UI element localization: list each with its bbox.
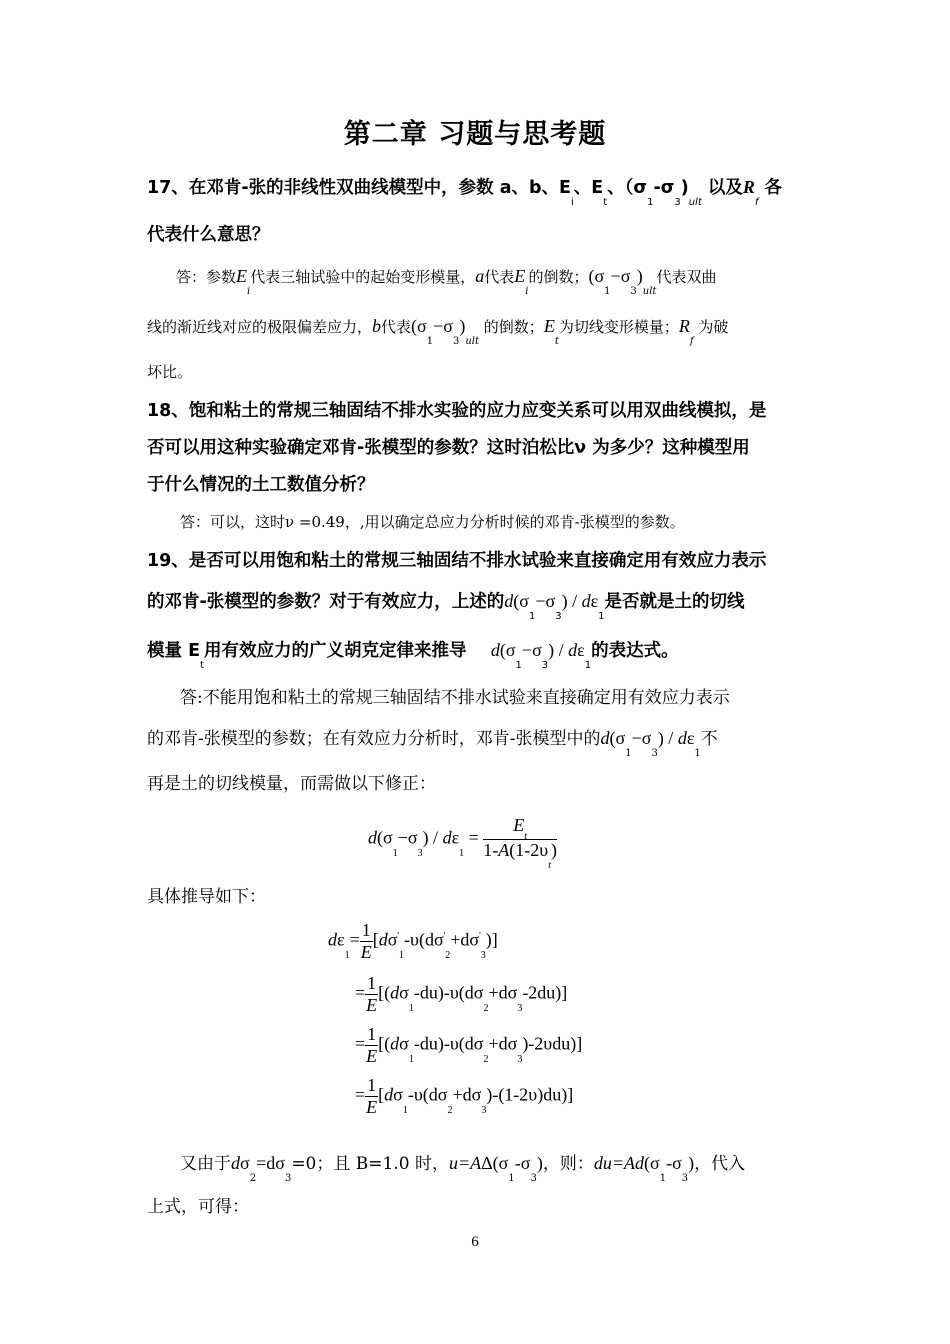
equation-fraction: $\frac{E_t}{1-A(1-2\upsilon_t)}$ xyxy=(483,815,557,871)
question-17-line-2: 代表什么意思？ xyxy=(147,225,270,245)
answer-18: 答：可以，这时ν =0.49，,用以确定总应力分析时候的邓肯-张模型的参数。 xyxy=(180,513,685,531)
answer-17-line-2: 线的渐近线对应的极限偏差应力，b代表$(\sigma_1-\sigma_3)_{ult}$ 的倒数；$E_t$为切线变形模量；$R_f$ 为破 xyxy=(147,316,729,347)
question-17-line-1: 17、在邓肯-张的非线性双曲线模型中，参数 a、b、$E_i$、$E_t$、$(\sigma_1-\sigma_3)_{ult}$ 以及$R_f$ 各 xyxy=(147,177,782,208)
derivation-row-4: = $\frac{1}{E}$ $[d\sigma_1-\upsilon(d\sigma_2+d\sigma_3)-(1-2\upsilon)du)$] xyxy=(355,1075,574,1117)
derivation-label: 具体推导如下： xyxy=(147,887,266,907)
page-number: 6 xyxy=(471,1234,479,1250)
answer-19-line-2: 的邓肯-张模型的参数；在有效应力分析时，邓肯-张模型中的$d(\sigma_1-\sigma_3) / d\varepsilon_1$不 xyxy=(147,728,718,759)
answer-17-line-1: 答：参数$E_i$代表三轴试验中的起始变形模量，a代表$E_i$的倒数；$(\sigma_1-\sigma_3)_{ult}$代表双曲 xyxy=(176,266,717,297)
question-18-line-1: 18、饱和粘土的常规三轴固结不排水实验的应力应变关系可以用双曲线模拟，是 xyxy=(147,401,767,421)
equation-tangent-modulus: $d(\sigma_1-\sigma_3) / d\varepsilon_1$ = $\frac{E_t}{1-A(1-2\upsilon_t)}$ xyxy=(368,815,557,871)
derivation-row-1: $d\varepsilon_1=$ $\frac{1}{E}$ $[d\sigma'_1-\upsilon(d\sigma'_2+d\sigma'_3)]$ xyxy=(328,920,498,962)
question-19-line-1: 19、是否可以用饱和粘土的常规三轴固结不排水试验来直接确定用有效应力表示 xyxy=(147,551,767,571)
question-18-line-2: 否可以用这种实验确定邓肯-张模型的参数？这时泊松比ν 为多少？这种模型用 xyxy=(147,438,750,458)
question-19-line-3: 模量 $E_t$用有效应力的广义胡克定律来推导 $d(\sigma_1-\sigma_3) / d\varepsilon_1$的表达式。 xyxy=(147,640,679,671)
derivation-row-2: = $\frac{1}{E}$ $[(d\sigma_1-du)-\upsilon(d\sigma_2+d\sigma_3-2du)]$ xyxy=(355,973,568,1015)
chapter-title: 第二章 习题与思考题 xyxy=(343,119,607,150)
question-18-line-3: 于什么情况的土工数值分析？ xyxy=(147,475,375,495)
derivation-row-3: = $\frac{1}{E}$ $[(d\sigma_1-du)-\upsilon(d\sigma_2+d\sigma_3)-2\upsilon du)$] xyxy=(355,1024,583,1066)
answer-17-line-3: 坏比。 xyxy=(147,363,193,381)
question-19-line-2: 的邓肯-张模型的参数？对于有效应力，上述的$d(\sigma_1-\sigma_3) / d\varepsilon_1$是否就是土的切线 xyxy=(147,591,745,622)
final-line-1: 又由于$d\sigma_2=d\sigma_3=0$；且 B=1.0 时，$u=A\Delta(\sigma_1-\sigma_3)$，则：$du=Ad(\sigma_1-\sigma_3)$，代入 xyxy=(180,1153,746,1184)
final-line-2: 上式，可得： xyxy=(147,1197,249,1217)
answer-19-line-1: 答:不能用饱和粘土的常规三轴固结不排水试验来直接确定用有效应力表示 xyxy=(180,688,730,708)
answer-19-line-3: 再是土的切线模量，而需做以下修正： xyxy=(147,774,436,794)
